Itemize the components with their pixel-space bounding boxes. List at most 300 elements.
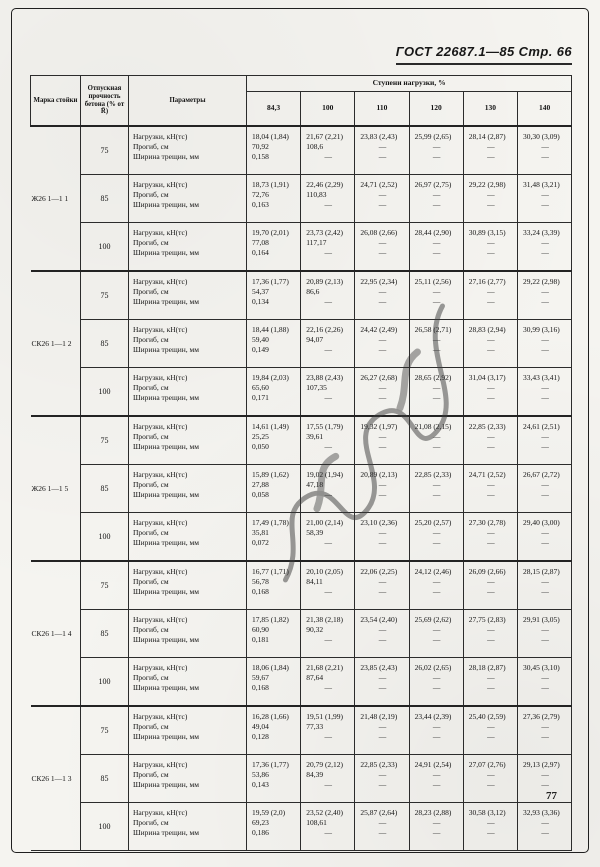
value-cell: [517, 561, 571, 610]
value-cell: [355, 658, 409, 707]
table-row: [31, 803, 572, 851]
deflection-value: —: [432, 577, 440, 586]
value-cell: [463, 416, 517, 465]
load-value: 25,11 (2,56): [414, 277, 452, 286]
crack-width-value: 0,050: [252, 442, 269, 451]
value-cell: [463, 175, 517, 223]
value-cell: [517, 223, 571, 272]
stage-header: 120: [409, 92, 463, 127]
deflection-value: —: [378, 625, 386, 634]
crack-width-value: —: [378, 442, 386, 451]
value-cell: [517, 416, 571, 465]
load-value: 28,23 (2,88): [414, 808, 452, 817]
deflection-value: —: [541, 432, 548, 441]
load-value: 28,18 (2,87): [468, 663, 506, 672]
deflection-value: 72,76: [252, 190, 269, 199]
value-cell: [409, 465, 463, 513]
parameter-label: Ширина трещин, мм: [133, 248, 200, 257]
parameter-label: Ширина трещин, мм: [133, 200, 200, 209]
deflection-value: —: [541, 287, 548, 296]
parameter-label: Прогиб, см: [133, 432, 169, 441]
crack-width-value: —: [324, 732, 332, 741]
crack-width-value: —: [487, 297, 494, 306]
results-table-wrap: [30, 75, 572, 851]
value-cell: [247, 416, 301, 465]
parameter-label: Ширина трещин, мм: [133, 152, 200, 161]
parameter-label: Нагрузки, кН(тс): [133, 325, 188, 334]
deflection-value: —: [378, 335, 386, 344]
parameter-label: Нагрузки, кН(тс): [133, 373, 188, 382]
crack-width-value: 0,186: [252, 828, 269, 837]
load-value: 28,65 (2,92): [414, 373, 452, 382]
value-cell: [301, 175, 355, 223]
header-row-top: [31, 76, 572, 92]
crack-width-value: —: [541, 732, 548, 741]
load-value: 33,43 (3,41): [522, 373, 560, 382]
crack-width-value: —: [324, 490, 332, 499]
parameter-label: Ширина трещин, мм: [133, 538, 200, 547]
value-cell: [517, 755, 571, 803]
value-cell: [409, 271, 463, 320]
load-value: 27,36 (2,79): [522, 712, 560, 721]
parameter-label: Прогиб, см: [133, 625, 169, 634]
value-cell: [409, 803, 463, 851]
crack-width-value: —: [378, 828, 386, 837]
crack-width-value: —: [378, 538, 386, 547]
value-cell: [355, 368, 409, 417]
value-cell: [301, 416, 355, 465]
deflection-value: —: [378, 480, 386, 489]
load-value: 26,97 (2,75): [414, 180, 452, 189]
col-header-params: Параметры: [129, 76, 247, 127]
value-cell: [355, 126, 409, 175]
value-cell: [409, 706, 463, 755]
col-header-stages: Ступени нагрузки, %: [247, 76, 572, 92]
crack-width-value: —: [432, 393, 440, 402]
crack-width-value: —: [324, 393, 332, 402]
table-row: [31, 416, 572, 465]
value-cell: [463, 706, 517, 755]
value-cell: [355, 320, 409, 368]
crack-width-value: —: [378, 635, 386, 644]
table-row: [31, 465, 572, 513]
value-cell: [409, 561, 463, 610]
deflection-value: —: [541, 625, 548, 634]
parameter-label: Прогиб, см: [133, 722, 169, 731]
crack-width-value: 0,171: [252, 393, 269, 402]
value-cell: [301, 320, 355, 368]
value-cell: [355, 561, 409, 610]
deflection-value: 58,39: [306, 528, 324, 537]
deflection-value: —: [541, 577, 548, 586]
value-cell: [409, 368, 463, 417]
load-value: 25,40 (2,59): [468, 712, 506, 721]
load-value: 19,59 (2,0): [252, 808, 286, 817]
strength-cell: 100: [81, 658, 129, 707]
table-row: [31, 320, 572, 368]
load-value: 21,00 (2,14): [306, 518, 344, 527]
value-cell: [247, 755, 301, 803]
load-value: 17,36 (1,77): [252, 760, 289, 769]
value-cell: [409, 755, 463, 803]
strength-cell: 85: [81, 175, 129, 223]
parameters-cell: [129, 513, 247, 562]
table-row: [31, 175, 572, 223]
deflection-value: —: [487, 432, 494, 441]
crack-width-value: —: [487, 732, 494, 741]
marka-cell: Ж26 1—1 5: [31, 416, 81, 561]
parameters-cell: [129, 658, 247, 707]
crack-width-value: —: [432, 587, 440, 596]
deflection-value: —: [487, 142, 494, 151]
table-row: [31, 561, 572, 610]
load-value: 28,14 (2,87): [468, 132, 506, 141]
table-row: [31, 271, 572, 320]
crack-width-value: —: [541, 538, 548, 547]
load-value: 27,07 (2,76): [468, 760, 506, 769]
crack-width-value: —: [324, 152, 332, 161]
load-value: 23,73 (2,42): [306, 228, 344, 237]
deflection-value: 84,39: [306, 770, 324, 779]
deflection-value: —: [378, 190, 386, 199]
value-cell: [409, 658, 463, 707]
deflection-value: —: [432, 722, 440, 731]
load-value: 14,61 (1,49): [252, 422, 289, 431]
value-cell: [247, 175, 301, 223]
parameter-label: Прогиб, см: [133, 673, 169, 682]
deflection-value: —: [432, 528, 440, 537]
parameter-label: Нагрузки, кН(тс): [133, 228, 188, 237]
parameter-label: Ширина трещин, мм: [133, 442, 200, 451]
crack-width-value: —: [432, 828, 440, 837]
results-table: [30, 75, 572, 851]
value-cell: [517, 803, 571, 851]
deflection-value: —: [541, 818, 548, 827]
crack-width-value: 0,134: [252, 297, 269, 306]
load-value: 25,69 (2,62): [414, 615, 452, 624]
deflection-value: —: [432, 432, 440, 441]
deflection-value: —: [432, 770, 440, 779]
load-value: 26,09 (2,66): [468, 567, 506, 576]
deflection-value: 35,81: [252, 528, 269, 537]
value-cell: [517, 513, 571, 562]
parameters-cell: [129, 803, 247, 851]
crack-width-value: —: [541, 635, 548, 644]
load-value: 22,85 (2,33): [414, 470, 452, 479]
load-value: 26,27 (2,68): [360, 373, 398, 382]
parameters-cell: [129, 223, 247, 272]
deflection-value: 56,78: [252, 577, 269, 586]
deflection-value: —: [432, 625, 440, 634]
crack-width-value: —: [432, 635, 440, 644]
table-row: [31, 368, 572, 417]
load-value: 23,85 (2,43): [360, 663, 398, 672]
value-cell: [301, 271, 355, 320]
doc-header: ГОСТ 22687.1—85 Стр. 66: [396, 44, 572, 65]
deflection-value: —: [487, 287, 494, 296]
load-value: 19,51 (1,99): [306, 712, 344, 721]
crack-width-value: —: [487, 635, 494, 644]
parameter-label: Нагрузки, кН(тс): [133, 567, 188, 576]
value-cell: [517, 271, 571, 320]
crack-width-value: 0,072: [252, 538, 269, 547]
deflection-value: —: [541, 480, 548, 489]
deflection-value: —: [378, 383, 386, 392]
parameters-cell: [129, 706, 247, 755]
crack-width-value: —: [324, 345, 332, 354]
deflection-value: —: [487, 238, 494, 247]
value-cell: [517, 706, 571, 755]
deflection-value: 39,61: [306, 432, 324, 441]
value-cell: [247, 706, 301, 755]
crack-width-value: —: [324, 248, 332, 257]
deflection-value: —: [487, 190, 494, 199]
crack-width-value: —: [487, 828, 494, 837]
load-value: 25,20 (2,57): [414, 518, 452, 527]
load-value: 22,95 (2,34): [360, 277, 398, 286]
deflection-value: —: [541, 383, 548, 392]
value-cell: [463, 610, 517, 658]
crack-width-value: —: [378, 683, 386, 692]
parameter-label: Ширина трещин, мм: [133, 635, 200, 644]
strength-cell: 75: [81, 561, 129, 610]
table-row: [31, 706, 572, 755]
strength-cell: 75: [81, 126, 129, 175]
load-value: 21,38 (2,18): [306, 615, 344, 624]
value-cell: [409, 513, 463, 562]
value-cell: [247, 561, 301, 610]
load-value: 29,22 (2,98): [522, 277, 560, 286]
parameter-label: Нагрузки, кН(тс): [133, 132, 188, 141]
marka-cell: СК26 1—1 4: [31, 561, 81, 706]
load-value: 18,04 (1,84): [252, 132, 289, 141]
table-row: [31, 126, 572, 175]
deflection-value: —: [487, 770, 494, 779]
crack-width-value: —: [541, 297, 548, 306]
deflection-value: —: [487, 577, 494, 586]
crack-width-value: 0,158: [252, 152, 269, 161]
deflection-value: 47,18: [306, 480, 324, 489]
parameters-cell: [129, 320, 247, 368]
value-cell: [355, 755, 409, 803]
load-value: 20,89 (2,13): [360, 470, 398, 479]
value-cell: [517, 368, 571, 417]
marka-cell: СК26 1—1 3: [31, 706, 81, 851]
value-cell: [463, 561, 517, 610]
parameter-label: Прогиб, см: [133, 190, 169, 199]
load-value: 22,16 (2,26): [306, 325, 344, 334]
value-cell: [355, 513, 409, 562]
crack-width-value: —: [487, 490, 494, 499]
value-cell: [301, 610, 355, 658]
crack-width-value: —: [324, 200, 332, 209]
crack-width-value: 0,149: [252, 345, 269, 354]
crack-width-value: —: [378, 732, 386, 741]
value-cell: [463, 368, 517, 417]
load-value: 17,36 (1,77): [252, 277, 289, 286]
crack-width-value: 0,164: [252, 248, 269, 257]
deflection-value: —: [432, 335, 440, 344]
parameter-label: Нагрузки, кН(тс): [133, 615, 188, 624]
strength-cell: 75: [81, 271, 129, 320]
load-value: 27,16 (2,77): [468, 277, 506, 286]
load-value: 26,08 (2,66): [360, 228, 398, 237]
value-cell: [247, 126, 301, 175]
crack-width-value: —: [378, 345, 386, 354]
deflection-value: —: [541, 722, 548, 731]
value-cell: [301, 465, 355, 513]
deflection-value: —: [378, 287, 386, 296]
table-row: [31, 610, 572, 658]
parameter-label: Прогиб, см: [133, 335, 169, 344]
deflection-value: —: [541, 673, 548, 682]
crack-width-value: 0,143: [252, 780, 269, 789]
crack-width-value: —: [324, 635, 332, 644]
load-value: 24,42 (2,49): [360, 325, 398, 334]
crack-width-value: —: [487, 442, 494, 451]
deflection-value: —: [378, 818, 386, 827]
load-value: 28,44 (2,90): [414, 228, 452, 237]
load-value: 29,13 (2,97): [522, 760, 560, 769]
parameter-label: Ширина трещин, мм: [133, 732, 200, 741]
value-cell: [409, 126, 463, 175]
deflection-value: —: [432, 287, 440, 296]
crack-width-value: —: [541, 200, 548, 209]
crack-width-value: 0,168: [252, 587, 269, 596]
load-value: 24,61 (2,51): [522, 422, 560, 431]
deflection-value: —: [541, 190, 548, 199]
strength-cell: 100: [81, 368, 129, 417]
deflection-value: —: [541, 142, 548, 151]
value-cell: [355, 706, 409, 755]
deflection-value: —: [487, 722, 494, 731]
load-value: 31,48 (3,21): [522, 180, 560, 189]
load-value: 21,68 (2,21): [306, 663, 344, 672]
crack-width-value: 0,181: [252, 635, 269, 644]
crack-width-value: —: [378, 587, 386, 596]
crack-width-value: —: [487, 587, 494, 596]
deflection-value: —: [541, 770, 548, 779]
load-value: 21,67 (2,21): [306, 132, 344, 141]
load-value: 21,08 (2,15): [414, 422, 452, 431]
load-value: 30,45 (3,10): [522, 663, 560, 672]
load-value: 20,89 (2,13): [306, 277, 344, 286]
deflection-value: —: [487, 528, 494, 537]
deflection-value: —: [378, 673, 386, 682]
crack-width-value: —: [541, 152, 548, 161]
strength-cell: 75: [81, 416, 129, 465]
load-value: 21,48 (2,19): [360, 712, 398, 721]
value-cell: [301, 223, 355, 272]
value-cell: [409, 175, 463, 223]
parameter-label: Прогиб, см: [133, 142, 169, 151]
load-value: 27,30 (2,78): [468, 518, 506, 527]
value-cell: [355, 610, 409, 658]
parameter-label: Ширина трещин, мм: [133, 297, 200, 306]
load-value: 15,89 (1,62): [252, 470, 289, 479]
crack-width-value: —: [541, 780, 548, 789]
deflection-value: 107,35: [306, 383, 327, 392]
load-value: 29,91 (3,05): [522, 615, 560, 624]
value-cell: [301, 803, 355, 851]
crack-width-value: —: [487, 683, 494, 692]
deflection-value: 117,17: [306, 238, 327, 247]
value-cell: [355, 271, 409, 320]
load-value: 22,85 (2,33): [468, 422, 506, 431]
value-cell: [247, 271, 301, 320]
deflection-value: 69,23: [252, 818, 269, 827]
load-value: 28,15 (2,87): [522, 567, 560, 576]
table-body: [31, 126, 572, 851]
value-cell: [517, 175, 571, 223]
strength-cell: 75: [81, 706, 129, 755]
parameter-label: Прогиб, см: [133, 818, 169, 827]
crack-width-value: —: [378, 490, 386, 499]
deflection-value: —: [432, 190, 440, 199]
value-cell: [463, 755, 517, 803]
crack-width-value: 0,128: [252, 732, 269, 741]
load-value: 25,99 (2,65): [414, 132, 452, 141]
deflection-value: 90,32: [306, 625, 324, 634]
crack-width-value: —: [487, 152, 494, 161]
deflection-value: 86,6: [306, 287, 320, 296]
load-value: 23,10 (2,36): [360, 518, 398, 527]
load-value: 30,99 (3,16): [522, 325, 560, 334]
deflection-value: —: [487, 818, 494, 827]
crack-width-value: —: [432, 490, 440, 499]
load-value: 17,85 (1,82): [252, 615, 289, 624]
crack-width-value: —: [487, 780, 494, 789]
value-cell: [517, 320, 571, 368]
load-value: 23,54 (2,40): [360, 615, 398, 624]
load-value: 31,04 (3,17): [468, 373, 506, 382]
value-cell: [463, 513, 517, 562]
parameter-label: Нагрузки, кН(тс): [133, 663, 188, 672]
crack-width-value: —: [432, 248, 440, 257]
load-value: 26,58 (2,71): [414, 325, 452, 334]
load-value: 32,93 (3,36): [522, 808, 560, 817]
crack-width-value: —: [432, 442, 440, 451]
crack-width-value: —: [487, 345, 494, 354]
crack-width-value: —: [541, 345, 548, 354]
deflection-value: 65,60: [252, 383, 269, 392]
value-cell: [247, 803, 301, 851]
value-cell: [355, 465, 409, 513]
strength-cell: 85: [81, 755, 129, 803]
deflection-value: 108,6: [306, 142, 324, 151]
load-value: 23,44 (2,39): [414, 712, 452, 721]
value-cell: [247, 513, 301, 562]
deflection-value: 84,11: [306, 577, 323, 586]
crack-width-value: —: [541, 248, 548, 257]
value-cell: [301, 368, 355, 417]
deflection-value: —: [487, 480, 494, 489]
deflection-value: —: [432, 238, 440, 247]
value-cell: [301, 706, 355, 755]
crack-width-value: —: [378, 780, 386, 789]
crack-width-value: —: [432, 345, 440, 354]
load-value: 20,79 (2,12): [306, 760, 344, 769]
crack-width-value: —: [378, 152, 386, 161]
value-cell: [517, 126, 571, 175]
crack-width-value: —: [324, 683, 332, 692]
strength-cell: 100: [81, 513, 129, 562]
value-cell: [247, 320, 301, 368]
parameters-cell: [129, 416, 247, 465]
value-cell: [463, 465, 517, 513]
crack-width-value: —: [487, 200, 494, 209]
crack-width-value: —: [378, 393, 386, 402]
